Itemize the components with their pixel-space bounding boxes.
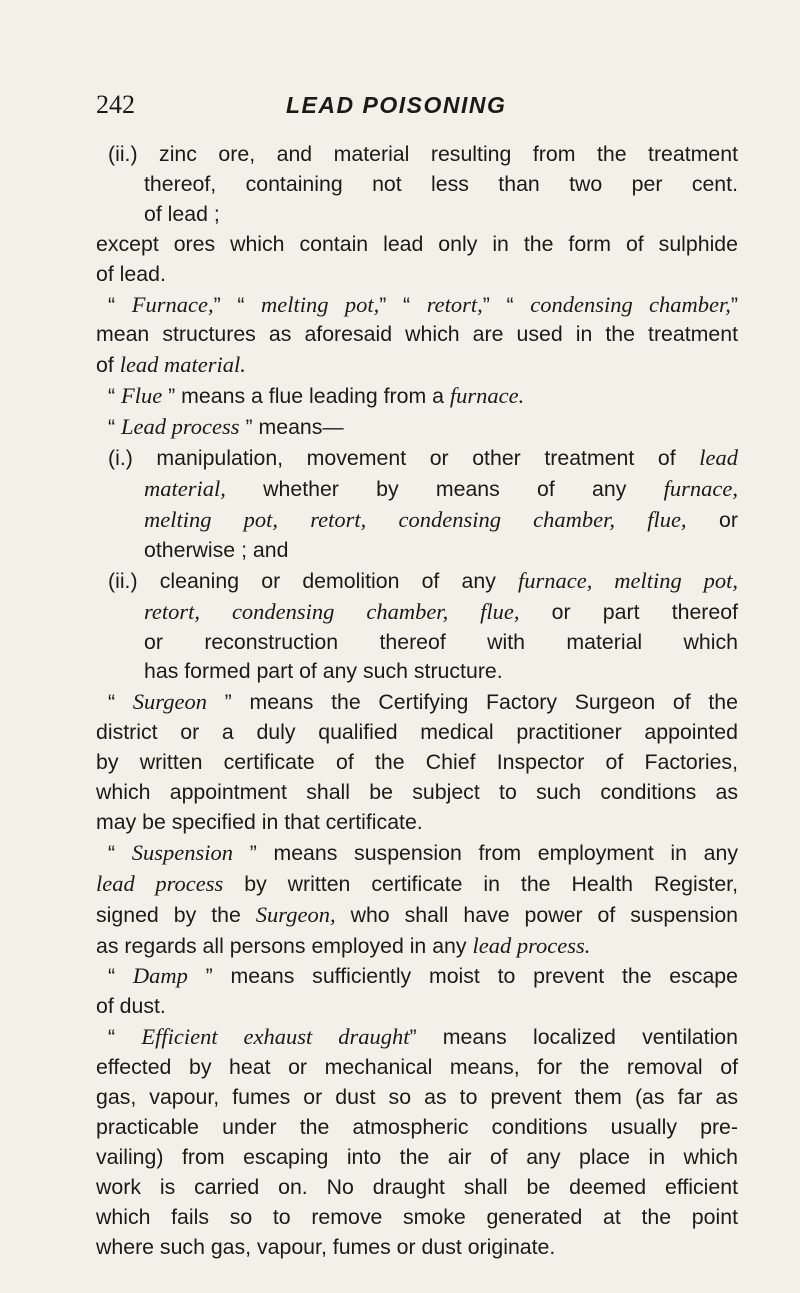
text-run: or reconstruction thereof with material which (144, 629, 738, 654)
text-line (96, 900, 738, 931)
text-run: which appointment shall be subject to such conditions as (96, 780, 738, 805)
text-run: or part thereof (519, 599, 738, 624)
text-line (96, 1053, 738, 1083)
text-line (96, 808, 738, 838)
text-run: (ii.) zinc ore, and material resulting from the treatment (108, 142, 738, 166)
italic-term: melting pot, retort, condensing chamber, flue, (144, 506, 687, 532)
italic-term: furnace, melting pot, (518, 567, 738, 593)
text-run: by written certificate of the Chief Inspector of Factories, (96, 750, 738, 775)
italic-term: retort, condensing chamber, flue, (144, 598, 520, 624)
text-run: by written certificate in the Health Register, (223, 871, 738, 896)
text-run: (i.) manipulation, movement or other treatment of (108, 446, 700, 471)
italic-term: lead (699, 445, 738, 471)
text-run: practicable under the atmospheric conditions usually pre- (96, 1115, 738, 1139)
text-line (96, 140, 738, 170)
text-run: otherwise ; and (144, 537, 289, 562)
text-line (96, 412, 738, 443)
text-run: thereof, containing not less than two per cent. (144, 171, 738, 196)
text-run: gas, vapour, fumes or dust so as to prevent them (as far as (96, 1085, 738, 1110)
text-run: “ (108, 1025, 142, 1050)
text-run: except ores which contain lead only in the form of sulphide (96, 231, 738, 256)
text-line (96, 200, 738, 230)
text-run: signed by the (96, 902, 256, 927)
text-line (96, 597, 738, 628)
text-run: “ (108, 840, 132, 865)
text-run: “ (108, 292, 132, 317)
text-line (96, 687, 738, 718)
italic-term: Flue (121, 383, 163, 409)
text-run: “ (108, 415, 122, 440)
text-run: whether by means of any (225, 476, 664, 501)
text-run: may be specified in that certificate. (96, 809, 423, 834)
italic-term: melting pot, (261, 291, 380, 317)
text-line (96, 1173, 738, 1203)
text-line (96, 931, 738, 962)
text-run: ” (730, 292, 738, 317)
running-title: LEAD POISONING (286, 92, 507, 118)
text-run: as regards all persons employed in any (96, 933, 473, 958)
text-run: ” means a flue leading from a (162, 384, 450, 409)
text-line (96, 381, 738, 412)
text-line (96, 443, 738, 474)
italic-term: retort, (426, 291, 483, 317)
text-run: ” means sufficiently moist to prevent the escape (187, 964, 738, 989)
italic-term: furnace. (449, 383, 525, 409)
text-line (96, 505, 738, 536)
text-line (96, 170, 738, 200)
text-line (96, 1233, 738, 1263)
text-run: of lead. (96, 261, 166, 286)
text-line (96, 350, 738, 381)
text-run: ” means the Certifying Factory Surgeon of the (206, 690, 738, 715)
text-run: which fails so to remove smoke generated at the point (96, 1204, 738, 1229)
text-run: vailing) from escaping into the air of any place in which (96, 1144, 738, 1169)
italic-term: Surgeon, (255, 901, 336, 927)
text-line (96, 778, 738, 808)
text-run: has formed part of any such structure. (144, 659, 503, 684)
text-run: ” “ (379, 292, 427, 317)
text-line (96, 230, 738, 260)
text-line (96, 1022, 738, 1053)
text-run: ” “ (482, 292, 531, 317)
text-line (96, 657, 738, 687)
body-text (96, 140, 738, 1263)
italic-term: lead process (96, 870, 224, 896)
text-line (96, 748, 738, 778)
text-run: “ (108, 690, 133, 715)
text-line (96, 536, 738, 566)
text-run: where such gas, vapour, fumes or dust originate. (96, 1234, 556, 1259)
text-run: ” “ (213, 292, 262, 317)
text-run: ” means localized ventilation (409, 1025, 738, 1050)
text-run: mean structures as aforesaid which are used in the treatment (96, 322, 738, 347)
italic-term: condensing chamber, (530, 291, 731, 317)
italic-term: Efficient exhaust draught (141, 1024, 410, 1050)
italic-term: lead material. (119, 352, 246, 378)
text-line (96, 1113, 738, 1143)
italic-term: Lead process (121, 414, 240, 440)
italic-term: Suspension (131, 839, 234, 865)
text-line (96, 290, 738, 321)
text-line (96, 474, 738, 505)
text-line (96, 992, 738, 1022)
text-run: of lead ; (144, 201, 220, 226)
italic-term: lead process. (472, 932, 591, 958)
text-run: or (686, 507, 738, 532)
text-line (96, 260, 738, 290)
text-line (96, 838, 738, 869)
text-line (96, 1083, 738, 1113)
text-run: district or a duly qualified medical practitioner appointed (96, 720, 738, 745)
page-header (96, 88, 736, 124)
text-line (96, 628, 738, 658)
text-run: “ (108, 384, 122, 409)
text-line (96, 320, 738, 350)
italic-term: furnace, (663, 475, 738, 501)
text-run: ” means suspension from employment in any (233, 840, 738, 865)
italic-term: Furnace, (131, 291, 214, 317)
text-line (96, 869, 738, 900)
text-run: “ (108, 964, 133, 989)
text-line (96, 961, 738, 992)
text-run: work is carried on. No draught shall be deemed efficient (96, 1174, 738, 1199)
text-run: of (96, 353, 120, 378)
page-number: 242 (96, 90, 135, 119)
text-line (96, 1143, 738, 1173)
text-line (96, 718, 738, 748)
text-run: ” means— (239, 415, 344, 440)
text-run: effected by heat or mechanical means, for the removal of (96, 1055, 738, 1080)
italic-term: Damp (132, 963, 188, 989)
italic-term: material, (144, 475, 226, 501)
text-run: (ii.) cleaning or demolition of any (108, 568, 519, 593)
text-run: who shall have power of suspension (335, 902, 739, 927)
text-line (96, 566, 738, 597)
text-run: of dust. (96, 994, 166, 1019)
italic-term: Surgeon (132, 689, 207, 715)
text-line (96, 1203, 738, 1233)
